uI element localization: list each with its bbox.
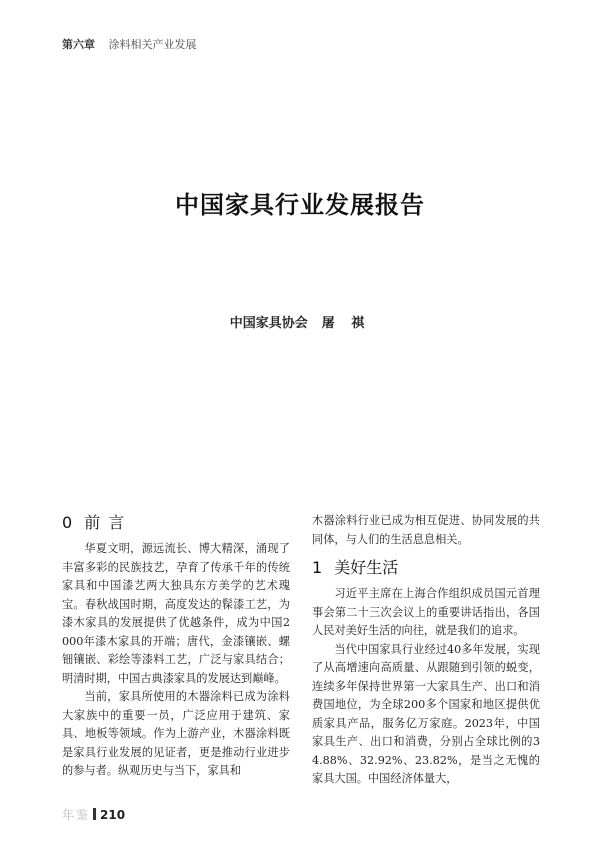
section-title: 前言 xyxy=(84,513,133,532)
paragraph: 当前，家具所使用的木器涂料已成为涂料大家族中的重要一员，广泛应用于建筑、家具、地板等领域。作为上游产业，木器涂料既是家具行业发展的见证者，更是推动行业进步的参与者。纵观历史与当下，家具和 xyxy=(62,690,290,777)
left-column xyxy=(62,512,290,781)
footer-divider xyxy=(93,808,96,820)
page-number: 210 xyxy=(100,808,126,822)
yearbook-label: 年鉴 xyxy=(62,808,91,822)
paragraph: 当代中国家具行业经过40多年发展，实现了从高增速向高质量、从跟随到引领的蜕变，连续多年保持世界第一大家具生产、出口和消费国地位，为全球200多个国家和地区提供优质家具产品，服务亿万家庭。2023年，中国家具生产、出口和消费，分别占全球比例的34.88%、32.92%、23.82%，是当之无愧的家具大国。中国经济体量大， xyxy=(312,642,540,785)
paragraph: 习近平主席在上海合作组织成员国元首理事会第二十三次会议上的重要讲话指出，各国人民对美好生活的向往，就是我们的追求。 xyxy=(312,587,540,637)
author-org: 中国家具协会 xyxy=(229,316,308,331)
author-name: 屠 祺 xyxy=(321,316,371,331)
section-title: 美好生活 xyxy=(334,558,399,577)
running-header xyxy=(62,36,197,52)
chapter-title: 涂料相关产业发展 xyxy=(108,38,197,51)
chapter-label: 第六章 xyxy=(62,38,95,51)
page-footer xyxy=(62,806,125,823)
section-heading-preface xyxy=(62,512,290,534)
section-number: 1 xyxy=(312,558,323,577)
section-heading-better-life xyxy=(312,557,540,579)
author-line xyxy=(0,312,600,331)
paragraph: 华夏文明，源远流长、博大精深，涌现了丰富多彩的民族技艺，孕育了传承千年的传统家具和中国漆艺两大独具东方美学的艺术瑰宝。春秋战国时期，高度发达的髹漆工艺，为漆木家具的发展提供了优越条件，成为中国2 000年漆木家具的开端；唐代，金漆镶嵌、螺钿镶嵌、彩绘等漆料工艺，广泛与家具结合；明清时期，中国古典漆家具的发展达到巅峰。 xyxy=(62,542,290,685)
paragraph-continued: 木器涂料行业已成为相互促进、协同发展的共同体，与人们的生活息息相关。 xyxy=(312,514,540,546)
right-column xyxy=(312,512,540,789)
section-number: 0 xyxy=(62,513,73,532)
page-title: 中国家具行业发展报告 xyxy=(175,190,425,219)
